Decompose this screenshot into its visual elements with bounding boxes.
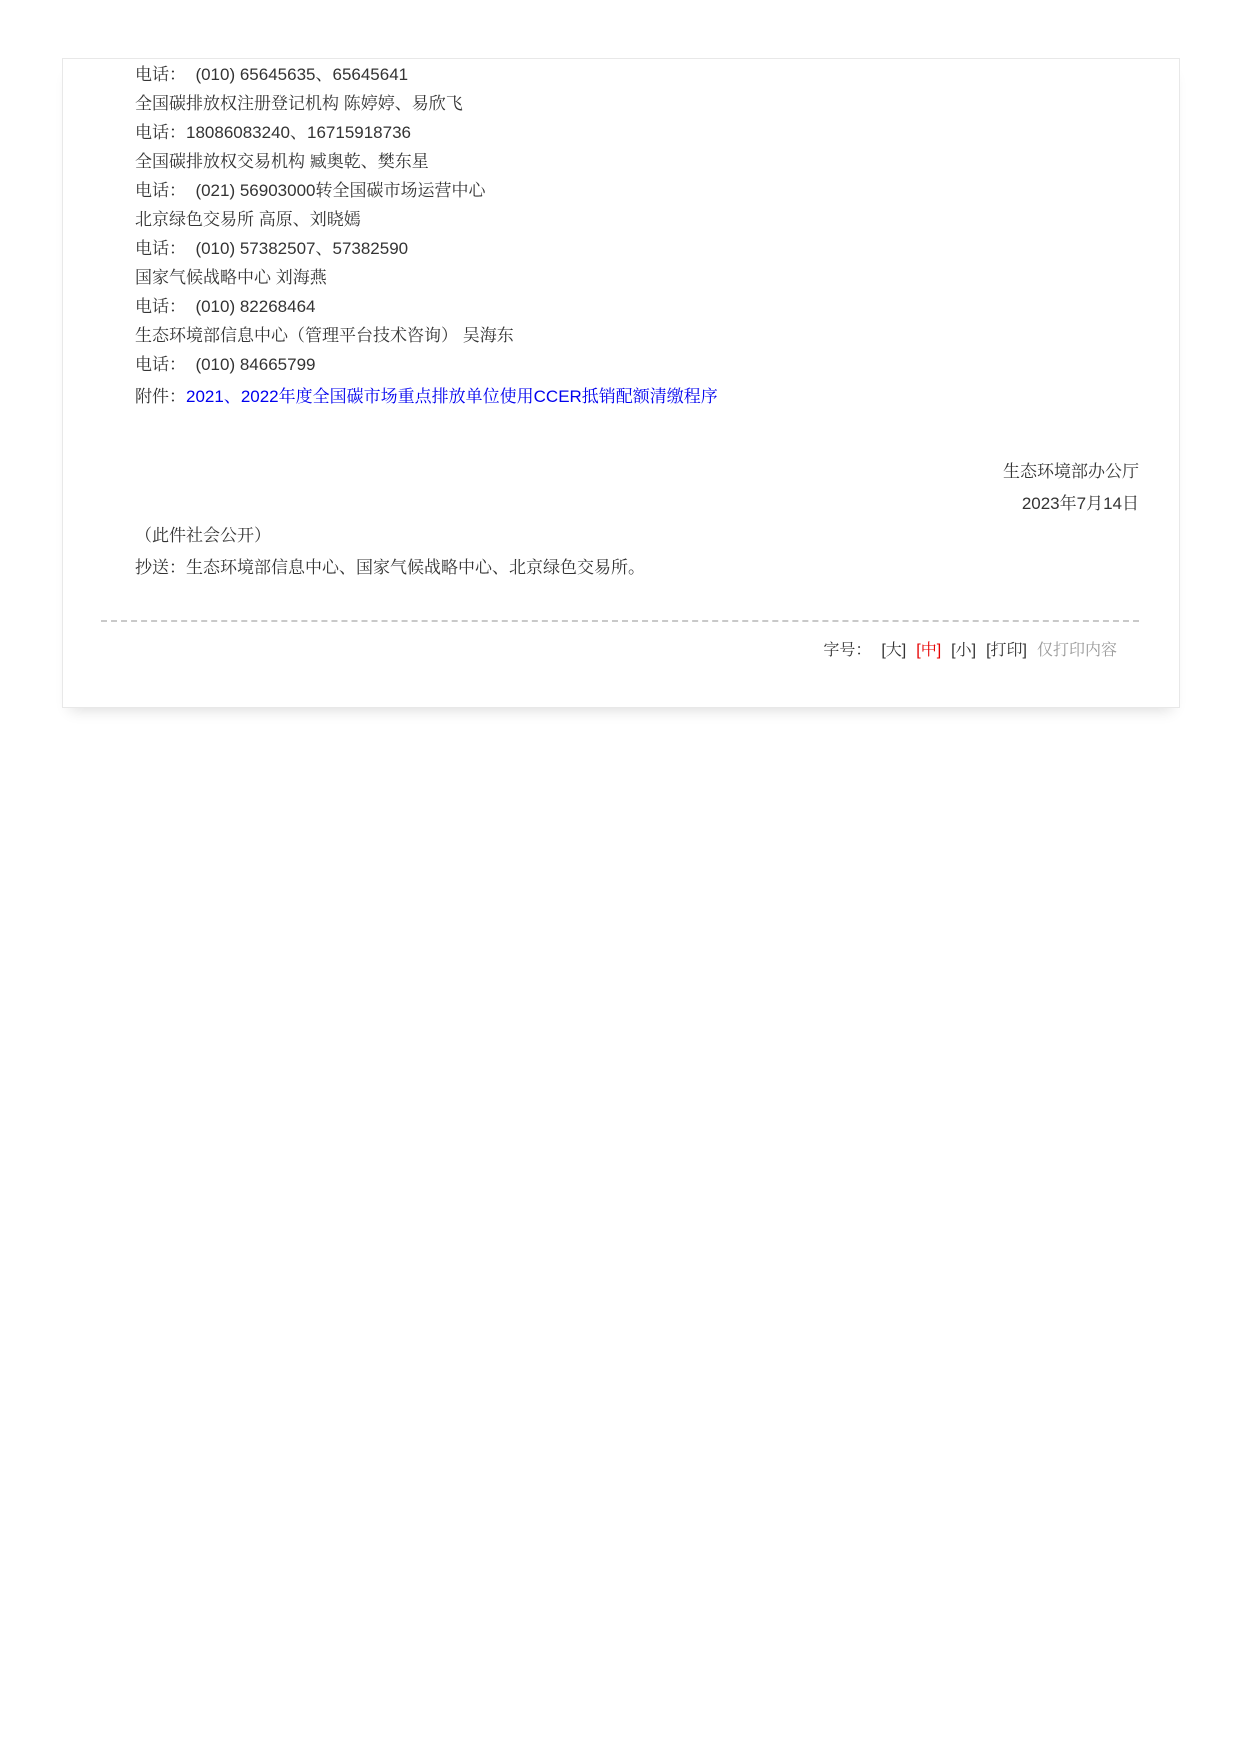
attachment-line [101, 382, 1139, 411]
attachment-link[interactable]: 2021、2022年度全国碳市场重点排放单位使用CCER抵销配额清缴程序 [186, 387, 718, 406]
contact-line: 电话： (010) 82268464 [135, 297, 316, 316]
contact-line: 生态环境部信息中心（管理平台技术咨询） 吴海东 [135, 326, 514, 345]
contact-line: 电话：18086083240、16715918736 [135, 123, 412, 142]
contact-line: 全国碳排放权注册登记机构 陈婷婷、易欣飞 [135, 94, 463, 113]
contact-line: 电话： (010) 65645635、65645641 [135, 65, 409, 84]
font-size-large-button[interactable]: [大] [881, 642, 907, 659]
contact-line: 电话： (010) 57382507、57382590 [135, 239, 409, 258]
font-size-controls [101, 640, 1139, 662]
public-note: （此件社会公开） [135, 526, 271, 545]
document-panel [62, 58, 1180, 708]
print-content-only-button[interactable]: 仅打印内容 [1036, 642, 1117, 659]
contact-line: 国家气候战略中心 刘海燕 [135, 268, 327, 287]
font-size-small-button[interactable]: [小] [951, 642, 977, 659]
signature-block [101, 456, 1139, 520]
attachment-label: 附件： [135, 387, 186, 406]
font-size-medium-button[interactable]: [中] [916, 642, 942, 659]
signature-org: 生态环境部办公厅 [1003, 462, 1139, 481]
contact-line: 北京绿色交易所 高原、刘晓嫣 [135, 210, 361, 229]
contact-line: 电话： (010) 84665799 [135, 355, 316, 374]
contact-line: 电话： (021) 56903000转全国碳市场运营中心 [135, 181, 486, 200]
cc-line: 抄送：生态环境部信息中心、国家气候战略中心、北京绿色交易所。 [135, 558, 645, 577]
signature-date: 2023年7月14日 [1021, 494, 1139, 513]
contact-line: 全国碳排放权交易机构 臧奥乾、樊东星 [135, 152, 429, 171]
dashed-divider [101, 620, 1139, 622]
font-size-label: 字号： [823, 642, 872, 659]
print-button[interactable]: [打印] [986, 642, 1027, 659]
